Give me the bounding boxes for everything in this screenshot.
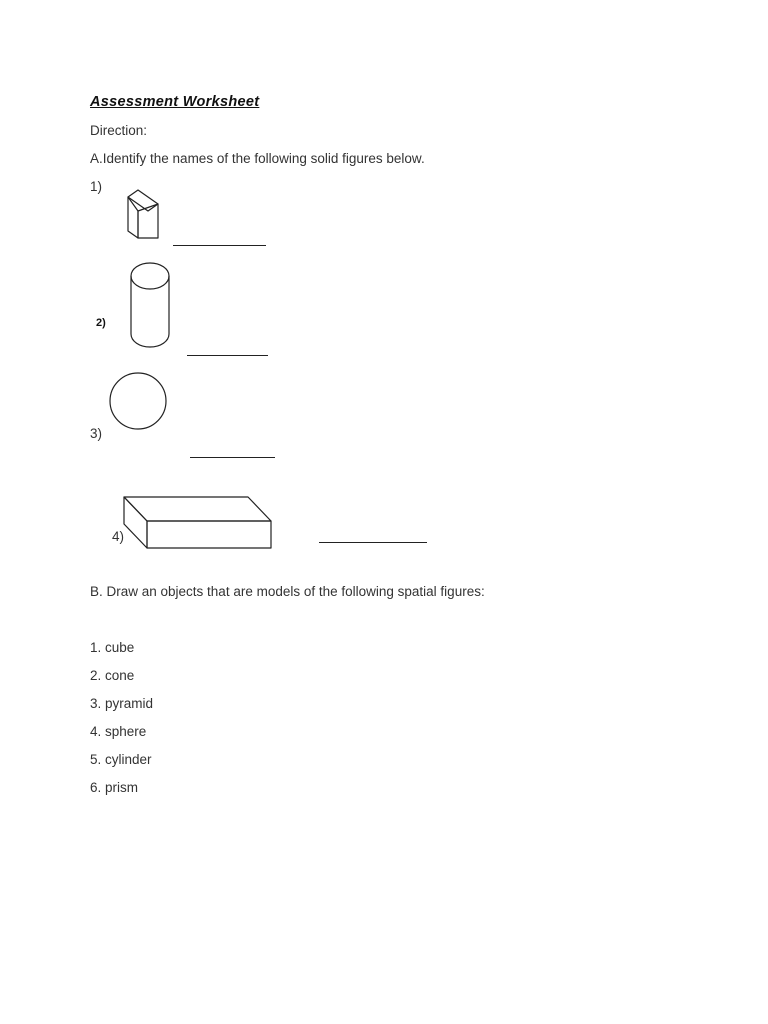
answer-blank[interactable]: [190, 457, 275, 458]
list-item: 1. cube: [90, 640, 135, 655]
direction-label: Direction:: [90, 123, 148, 138]
answer-blank[interactable]: [319, 542, 427, 543]
answer-blank[interactable]: [187, 355, 268, 356]
section-a-instruction: A.Identify the names of the following solid figures below.: [90, 151, 425, 166]
item-number: 1): [90, 179, 103, 194]
section-b-instruction: B. Draw an objects that are models of the following spatial figures:: [90, 584, 485, 599]
list-item: 4. sphere: [90, 724, 147, 739]
flat-box-icon: [0, 0, 1, 1]
list-item: 5. cylinder: [90, 752, 152, 767]
list-item: 2. cone: [90, 668, 135, 683]
item-number: 2): [96, 317, 106, 329]
item-number: 4): [112, 529, 125, 544]
worksheet-title: Assessment Worksheet: [90, 94, 260, 110]
list-item: 6. prism: [90, 780, 139, 795]
answer-blank[interactable]: [173, 245, 266, 246]
list-item: 3. pyramid: [90, 696, 154, 711]
item-number: 3): [90, 426, 103, 441]
